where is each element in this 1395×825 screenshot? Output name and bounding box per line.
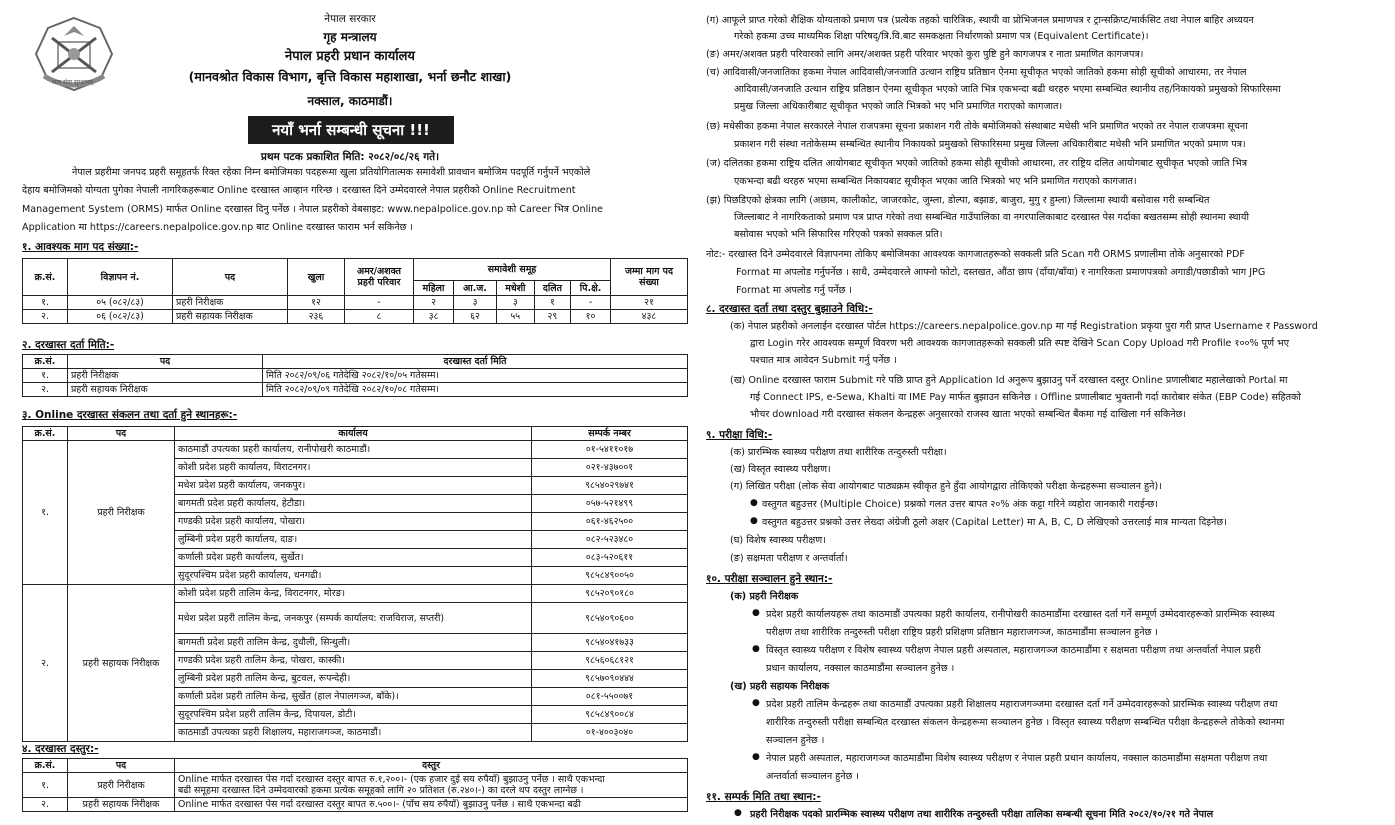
table-row	[23, 369, 688, 383]
note-line-2: Format मा अपलोड गर्नुपर्नेछ । साथै, उम्मेदवारले आफ्नो फोटो, दस्तखत, औंठा छाप (दाँया/बाँया) र नागरिकता प्रमाणपत्रको अगाडी/पछाडीको भाग JPG	[736, 267, 1266, 278]
cell: २१	[611, 296, 688, 310]
cell: प्रहरी निरीक्षक	[68, 441, 175, 585]
th-fee: दस्तुर	[175, 759, 688, 773]
s10-kha-1c: सञ्चालन हुनेछ ।	[766, 735, 825, 746]
s10-kha-title: (ख) प्रहरी सहायक निरीक्षक	[730, 681, 830, 692]
cell: लुम्बिनी प्रदेश प्रहरी कार्यालय, दाङ।	[175, 531, 532, 549]
intro-line-3: Management System (ORMS) मार्फत Online दरखास्त दिनु पर्नेछ । नेपाल प्रहरीको वेबसाइट: www.nepalpolice.gov.np को Career भित्र Online	[22, 204, 603, 215]
cell: ९८५८४९००८४	[532, 706, 688, 724]
notice-banner: नयाँ भर्ना सम्बन्धी सूचना !!!	[248, 116, 454, 144]
cell: २.	[23, 310, 68, 324]
table-row	[23, 585, 688, 603]
intro-line-1: नेपाल प्रहरीमा जनपद प्रहरी समूहतर्फ रिक्त रहेका निम्न बमोजिमका पदहरूमा खुला प्रतियोगितात्मक समावेशी प्रावधान बमोजिम पदपूर्ति गर्नुपर्ने भएकोले	[72, 167, 591, 178]
s9-ga: (ग) लिखित परीक्षा (लोक सेवा आयोगबाट पाठ्यक्रम स्वीकृत हुने हुँदा आयोगद्वारा तोकिएको परीक्षा केन्द्रहरूमा सञ्चालन हुने)।	[730, 481, 1162, 492]
doc-item-ja-1: (ज) दलितका हकमा राष्ट्रिय दलित आयोगबाट सूचीकृत भएको जातिको हकमा सोही सूचीको आधारमा, तर राष्ट्रिय दलित आयोगबाट सूचीकृत भएको जाति भित्र	[706, 158, 1248, 169]
th-dalit: दलित	[534, 281, 570, 296]
section-10-title: १०. परीक्षा सञ्चालन हुने स्थान:-	[706, 573, 833, 585]
s10-ka-2a: विस्तृत स्वास्थ्य परीक्षण र विशेष स्वास्थ्य परीक्षण नेपाल प्रहरी अस्पताल, महाराजगञ्ज काठमाडौंमा र सक्षमता परीक्षण तथा अन्तर्वार्ता नेपाल प्रहरी	[766, 645, 1261, 656]
doc-item-jha-3: बसोवास भएको भनि सिफारिस गरिएको पत्रको सक्कल प्रति।	[734, 229, 943, 240]
cell: ०६१-४६२५००	[532, 513, 688, 531]
th-madhesi: मधेशी	[496, 281, 534, 296]
doc-item-chha-2: प्रकाशन गरी संस्था नतोकेसम्म सम्बन्धित स्थानीय निकायको प्रमुखको सिफारिसमा प्रमुख जिल्ला अधिकारीबाट मधेसी भनि प्रमाणित भएको प्रमाण पत्र।	[734, 139, 1246, 150]
th-total: जम्मा माग पद संख्या	[611, 259, 688, 296]
cell: मिति २०८२/०९/०९ गतेदेखि २०८२/१०/०८ गतेसम्म।	[263, 383, 688, 397]
cell: ४३८	[611, 310, 688, 324]
s10-ka-title: (क) प्रहरी निरीक्षक	[730, 591, 799, 602]
cell: कोशी प्रदेश प्रहरी कार्यालय, विराटनगर।	[175, 459, 532, 477]
fee-table	[22, 758, 688, 812]
cell: ०१-४००३०४०	[532, 724, 688, 742]
cell: २	[414, 296, 454, 310]
fee-line: Online मार्फत दरखास्त पेस गर्दा दरखास्त दस्तुर बापत रु.१,२००।- (एक हजार दुई सय रुपैयाँ) बुझाउनु पर्नेछ । साथै एकभन्दा	[178, 774, 605, 785]
nepal-police-emblem	[28, 14, 120, 94]
table-row	[23, 383, 688, 397]
th-backward: पि.क्षे.	[571, 281, 611, 296]
s9-gha: (घ) विशेष स्वास्थ्य परीक्षण।	[730, 535, 826, 546]
s8-ka-2: द्वारा Login गरेर आवश्यक सम्पूर्ण विवरण भरी आवश्यक कागजातहरूको सक्कली प्रति स्पष्ट देखिने Scan Copy Upload गरी Profile १००% पूर्ण भए	[750, 338, 1290, 349]
section-3-title: ३. Online दरखास्त संकलन तथा दर्ता हुने स्थानहरू:-	[22, 409, 238, 421]
emblem-motto: सत्य सेवा सुरक्षणम्	[52, 79, 93, 86]
table-row	[23, 773, 688, 798]
cell: ०२१-४३७००१	[532, 459, 688, 477]
section-8-title: ८. दरखास्त दर्ता तथा दस्तुर बुझाउने विधि:-	[706, 303, 873, 315]
cell: १.	[23, 773, 68, 798]
gov-name: नेपाल सरकार	[324, 13, 376, 25]
doc-item-cha-3: प्रमुख जिल्ला अधिकारीबाट सूचीकृत भएको जाति भित्रको भए भनि प्रमाणित गराएको कागजात।	[734, 101, 1063, 112]
s8-kha-1: (ख) Online दरखास्त फाराम Submit गरे पछि प्राप्त हुने Application Id अनुरूप बुझाउनु पर्ने दरखास्त दस्तुर Online प्रणालीबाट महालेखाको Portal मा	[730, 375, 1288, 386]
cell: काठमाडौं उपत्यका प्रहरी कार्यालय, रानीपोखरी काठमाडौं।	[175, 441, 532, 459]
table-row	[23, 441, 688, 459]
cell: प्रहरी सहायक निरीक्षक	[68, 798, 175, 812]
cell: प्रहरी सहायक निरीक्षक	[68, 383, 263, 397]
cell: मधेश प्रदेश प्रहरी तालिम केन्द्र, जनकपुर (सम्पर्क कार्यालय: राजविराज, सप्तरी)	[175, 603, 532, 634]
s9-ka: (क) प्रारम्भिक स्वास्थ्य परीक्षण तथा शारीरिक तन्दुरुस्ती परीक्षा।	[730, 447, 947, 458]
doc-item-jha-1: (झ) पिछडिएको क्षेत्रका लागि (अछाम, कालीकोट, जाजरकोट, जुम्ला, डोल्पा, बझाङ, बाजुरा, मुगु र हुम्ला) जिल्लामा स्थायी बसोवास गरी सम्बन्धित	[706, 195, 1210, 206]
cell: प्रहरी निरीक्षक	[173, 296, 288, 310]
cell: गण्डकी प्रदेश प्रहरी तालिम केन्द्र, पोखरा, कास्की।	[175, 652, 532, 670]
cell: २.	[23, 383, 68, 397]
doc-item-ga-1: (ग) आफूले प्राप्त गरेको शैक्षिक योग्यताको प्रमाण पत्र (प्रत्येक तहको चारित्रिक, स्थायी वा प्रोभिजनल प्रमाणपत्र र ट्रान्सक्रिप्ट/मार्कसिट तथा नेपाल बाहिर अध्ययन	[706, 15, 1254, 26]
cell: ८	[345, 310, 414, 324]
cell: ३८	[414, 310, 454, 324]
bullet-icon: ●	[734, 808, 742, 818]
bullet-icon: ●	[752, 644, 760, 654]
cell: ६२	[454, 310, 497, 324]
cell: कर्णाली प्रदेश प्रहरी तालिम केन्द्र, सुर्खेत (हाल नेपालगञ्ज, बाँके)।	[175, 688, 532, 706]
bullet-icon: ●	[750, 516, 758, 526]
cell: सुदूरपश्चिम प्रदेश प्रहरी कार्यालय, धनगढी।	[175, 567, 532, 585]
th-date: दरखास्त दर्ता मिति	[263, 355, 688, 369]
th-open: खुला	[288, 259, 345, 296]
th-inclusive: समावेशी समूह	[414, 259, 611, 281]
registration-date-table	[22, 354, 688, 397]
published-date: प्रथम पटक प्रकाशित मिति: २०८२/०८/२६ गते।	[260, 151, 440, 163]
doc-item-ga-2: गरेको हकमा उच्च माध्यमिक शिक्षा परिषद्/त्रि.वि.बाट समकक्षता निर्धारणको प्रमाण पत्र (Equivalent Certificate)।	[734, 31, 1149, 42]
department-name: (मानवश्रोत विकास विभाग, बृत्ति विकास महाशाखा, भर्ना छनौट शाखा)	[188, 69, 512, 84]
cell: १२	[288, 296, 345, 310]
cell: प्रहरी निरीक्षक	[68, 369, 263, 383]
cell: मिति २०८२/०९/०६ गतेदेखि २०८२/१०/०५ गतेसम्म।	[263, 369, 688, 383]
th-indigenous: आ.ज.	[454, 281, 497, 296]
th-contact: सम्पर्क नम्बर	[532, 427, 688, 441]
table-row	[23, 310, 688, 324]
section-2-title: २. दरखास्त दर्ता मिति:-	[22, 339, 115, 351]
cell: ०५ (०८२/८३)	[68, 296, 173, 310]
s8-ka-3: पश्चात मात्र आवेदन Submit गर्नु पर्नेछ ।	[750, 355, 897, 366]
cell: ९८५२०९०१८०	[532, 585, 688, 603]
th-office: कार्यालय	[175, 427, 532, 441]
cell: १	[534, 296, 570, 310]
s11-item-1: प्रहरी निरीक्षक पदको प्रारम्भिक स्वास्थ्य परीक्षण तथा शारीरिक तन्दुरुस्ती परीक्षा तालिका सम्बन्धी सूचना मिति २०८२/१०/२१ गते नेपाल	[750, 809, 1214, 820]
note-line-1: नोट:- दरखास्त दिने उम्मेदवारले विज्ञापनमा तोकिए बमोजिमका आवश्यक कागजातहरूको सक्कली प्रति Scan गरी ORMS प्रणालीमा तोके अनुसारको PDF	[706, 249, 1245, 260]
th-sn: क्र.सं.	[23, 427, 68, 441]
th-adv-no: विज्ञापन नं.	[68, 259, 173, 296]
bullet-icon: ●	[750, 498, 758, 508]
cell: प्रहरी निरीक्षक	[68, 773, 175, 798]
cell: ३	[496, 296, 534, 310]
cell: -	[571, 296, 611, 310]
section-1-title: १. आवश्यक माग पद संख्या:-	[22, 241, 139, 253]
doc-item-cha-2: आदिवासी/जनजाति उत्थान राष्ट्रिय प्रतिष्ठान ऐनमा सूचीकृत भएको जाति भित्र एकभन्दा बढी थरहरु भएमा सम्बन्धित स्थानीय तह/निकायको प्रमुखको सिफारिसमा	[734, 84, 1281, 95]
cell: २३६	[288, 310, 345, 324]
office-address: नक्साल, काठमाडौं।	[307, 94, 393, 108]
section-4-title: ४. दरखास्त दस्तुर:-	[22, 743, 99, 755]
bullet-icon: ●	[752, 608, 760, 618]
th-women: महिला	[414, 281, 454, 296]
doc-item-cha-1: (च) आदिवासी/जनजातिका हकमा नेपाल आदिवासी/जनजाति उत्थान राष्ट्रिय प्रतिष्ठान ऐनमा सूचीकृत भएको जातिको हकमा सोही सूचीको आधारमा, तर नेपाल	[706, 67, 1247, 78]
cell: सुदूरपश्चिम प्रदेश प्रहरी तालिम केन्द्र, दिपायल, डोटी।	[175, 706, 532, 724]
cell: प्रहरी सहायक निरीक्षक	[68, 585, 175, 742]
cell: ९८५८४९००५०	[532, 567, 688, 585]
s8-ka-1: (क) नेपाल प्रहरीको अनलाईन दरखास्त पोर्टल https://careers.nepalpolice.gov.np मा गई Registration प्रकृया पुरा गरी प्राप्त Username र Password	[730, 321, 1318, 332]
cell: ३	[454, 296, 497, 310]
section-11-title: ११. सम्पर्क मिति तथा स्थान:-	[706, 791, 821, 803]
s8-kha-2: गई Connect IPS, e-Sewa, Khalti वा IME Pay मार्फत बुझाउन सकिनेछ । Offline प्रणालीबाट भुक्तानी गर्दा कारोबार संकेत (EBP Code) सहितको	[750, 392, 1301, 403]
cell: कर्णाली प्रदेश प्रहरी कार्यालय, सुर्खेत।	[175, 549, 532, 567]
cell: ०५७-५२१४९९	[532, 495, 688, 513]
th-post: पद	[173, 259, 288, 296]
cell: गण्डकी प्रदेश प्रहरी कार्यालय, पोखरा।	[175, 513, 532, 531]
s9-kha: (ख) विस्तृत स्वास्थ्य परीक्षण।	[730, 464, 831, 475]
cell: ०६ (०८२/८३)	[68, 310, 173, 324]
cell: २.	[23, 585, 68, 742]
fee-line: Online मार्फत दरखास्त पेस गर्दा दरखास्त दस्तुर बापत रु.५००।- (पाँच सय रुपैयाँ) बुझाउनु पर्नेछ । साथै एकभन्दा बढी	[178, 799, 581, 810]
s10-ka-2b: प्रधान कार्यालय, नक्साल काठमाडौंमा सञ्चालन हुनेछ ।	[766, 663, 955, 674]
cell: कोशी प्रदेश प्रहरी तालिम केन्द्र, विराटनगर, मोरङ।	[175, 585, 532, 603]
th-sn: क्र.सं.	[23, 259, 68, 296]
cell: १.	[23, 369, 68, 383]
table-row	[23, 798, 688, 812]
cell: २९	[534, 310, 570, 324]
s10-kha-2a: नेपाल प्रहरी अस्पताल, महाराजगञ्ज काठमाडौंमा विशेष स्वास्थ्य परीक्षण र नेपाल प्रहरी प्रधान कार्यालय, नक्साल काठमाडौंमा सक्षमता परीक्षण तथा	[766, 753, 1268, 764]
cell: ०८१-५५००७१	[532, 688, 688, 706]
cell: ०८२-५२३४८०	[532, 531, 688, 549]
table-row	[23, 296, 688, 310]
cell: प्रहरी सहायक निरीक्षक	[173, 310, 288, 324]
s10-kha-1b: शारीरिक तन्दुरुस्ती परीक्षा सम्बन्धित दरखास्त संकलन केन्द्रहरूमा सञ्चालन हुनेछ । विस्तृत स्वास्थ्य परीक्षण सम्बन्धित परीक्षा केन्द्रहरूले तोकेको स्थानमा	[766, 717, 1285, 728]
doc-item-ja-2: एकभन्दा बढी थरहरु भएमा सम्बन्धित निकायबाट सूचीकृत भएका जाति भित्रको भए भनि प्रमाणित गराएको कागजात।	[734, 176, 1137, 187]
cell: मधेश प्रदेश प्रहरी कार्यालय, जनकपुर।	[175, 477, 532, 495]
cell: लुम्बिनी प्रदेश प्रहरी तालिम केन्द्र, बुटवल, रूपन्देही।	[175, 670, 532, 688]
cell: ०८३-५२०६११	[532, 549, 688, 567]
s8-kha-3: भौचर download गरी दरखास्त संकलन केन्द्रहरू अनुसारको राजस्व खाता भएको सम्बन्धित बैंकमा गई दाखिला गर्न सकिनेछ।	[750, 409, 1187, 420]
cell: -	[345, 296, 414, 310]
doc-item-chha-1: (छ) मधेसीका हकमा नेपाल सरकारले नेपाल राजपत्रमा सूचना प्रकाशन गरी तोके बमोजिमको संस्थाबाट मधेसी भनि प्रमाणित भएको तर नेपाल राजपत्रमा सूचना	[706, 121, 1248, 132]
s10-ka-1b: परीक्षण तथा शारीरिक तन्दुरुस्ती परीक्षा राष्ट्रिय प्रहरी प्रशिक्षण प्रतिष्ठान महाराजगञ्ज, काठमाडौंमा सञ्चालन हुनेछ ।	[766, 627, 1158, 638]
collection-centers-table	[22, 426, 688, 742]
intro-line-4: Application मा https://careers.nepalpolice.gov.np बाट Online दरखास्त फाराम भर्न सकिनेछ ।	[22, 222, 414, 233]
s10-ka-1a: प्रदेश प्रहरी कार्यालयहरू तथा काठमाडौं उपत्यका प्रहरी कार्यालय, रानीपोखरी काठमाडौंमा दरखास्त दर्ता गर्ने सम्पूर्ण उम्मेदवारहरूको प्रारम्भिक स्वास्थ्य	[766, 609, 1275, 620]
fee-line: बढी समूहमा दरखास्त दिने उम्मेदवारको हकमा प्रत्येक समूहको लागि २० प्रतिशत (रु.२४०।-) का दरले थप दस्तुर लाग्नेछ ।	[178, 785, 584, 796]
doc-item-jha-2: जिल्लाबाट ने नागरिकताको प्रमाण पत्र प्राप्त गरेको तथा सम्बन्धित गाउँपालिका वा नगरपालिकाबाट दरखास्त पेस गर्दाका बखतसम्म सोही स्थानमा स्थायी	[734, 212, 1249, 223]
office-name: नेपाल प्रहरी प्रधान कार्यालय	[285, 49, 415, 64]
s9-ga-bullet-1: वस्तुगत बहुउत्तर (Multiple Choice) प्रश्नको गलत उत्तर बापत २०% अंक कट्टा गरिने व्यहोरा जानकारी गराईन्छ।	[762, 499, 1158, 510]
s9-nga: (ङ) सक्षमता परीक्षण र अन्तर्वार्ता।	[730, 553, 848, 564]
cell: ९८५४०९०६००	[532, 603, 688, 634]
demand-table	[22, 258, 688, 324]
bullet-icon: ●	[752, 698, 760, 708]
note-line-3: Format मा अपलोड गर्नु पर्नेछ ।	[736, 285, 853, 296]
cell: ९८५४०४१७३३	[532, 634, 688, 652]
cell: ९८५७०९०४४४	[532, 670, 688, 688]
doc-item-nga: (ङ) अमर/अशक्त प्रहरी परिवारको लागि अमर/अशक्त प्रहरी परिवार भएको कुरा पुष्टि हुने कागजपत्र र नाता प्रमाणित कागजपत्र।	[706, 49, 1144, 60]
th-martyr-family: अमर/अशक्त प्रहरी परिवार	[345, 259, 414, 296]
s10-kha-2b: अन्तर्वार्ता सञ्चालन हुनेछ ।	[766, 771, 860, 782]
cell: १.	[23, 441, 68, 585]
s9-ga-bullet-2: वस्तुगत बहुउत्तर प्रश्नको उत्तर लेख्दा अंग्रेजी ठूलो अक्षर (Capital Letter) मा A, B, C, D लेखिएको उत्तरलाई मात्र मान्यता दिइनेछ।	[762, 517, 1227, 528]
cell: ०१-५४११०१७	[532, 441, 688, 459]
cell: २.	[23, 798, 68, 812]
th-post: पद	[68, 355, 263, 369]
th-post: पद	[68, 427, 175, 441]
s10-kha-1a: प्रदेश प्रहरी तालिम केन्द्रहरू तथा काठमाडौं उपत्यका प्रहरी शिक्षालय महाराजगञ्जमा दरखास्त दर्ता गर्ने उम्मेदवारहरूको प्रारम्भिक स्वास्थ्य परीक्षण तथा	[766, 699, 1278, 710]
th-sn: क्र.सं.	[23, 355, 68, 369]
cell: ५५	[496, 310, 534, 324]
bullet-icon: ●	[752, 752, 760, 762]
cell	[175, 798, 688, 812]
cell: १.	[23, 296, 68, 310]
th-sn: क्र.सं.	[23, 759, 68, 773]
cell: काठमाडौं उपत्यका प्रहरी शिक्षालय, महाराजगञ्ज, काठमाडौं।	[175, 724, 532, 742]
cell: ९८५४०२९७४१	[532, 477, 688, 495]
ministry-name: गृह मन्त्रालय	[323, 30, 377, 44]
cell	[175, 773, 688, 798]
cell: ९८५६०६८१२१	[532, 652, 688, 670]
th-post: पद	[68, 759, 175, 773]
intro-line-2: देहाय बमोजिमको योग्यता पुगेका नेपाली नागरिकहरूबाट Online दरखास्त आव्हान गरिन्छ । दरखास्त दिने उम्मेदवारले नेपाल प्रहरीको Online Recruitment	[22, 185, 576, 196]
cell: बागमती प्रदेश प्रहरी कार्यालय, हेटौडा।	[175, 495, 532, 513]
section-9-title: ९. परीक्षा विधि:-	[706, 429, 773, 441]
cell: १०	[571, 310, 611, 324]
cell: बागमती प्रदेश प्रहरी तालिम केन्द्र, दुधौली, सिन्धुली।	[175, 634, 532, 652]
